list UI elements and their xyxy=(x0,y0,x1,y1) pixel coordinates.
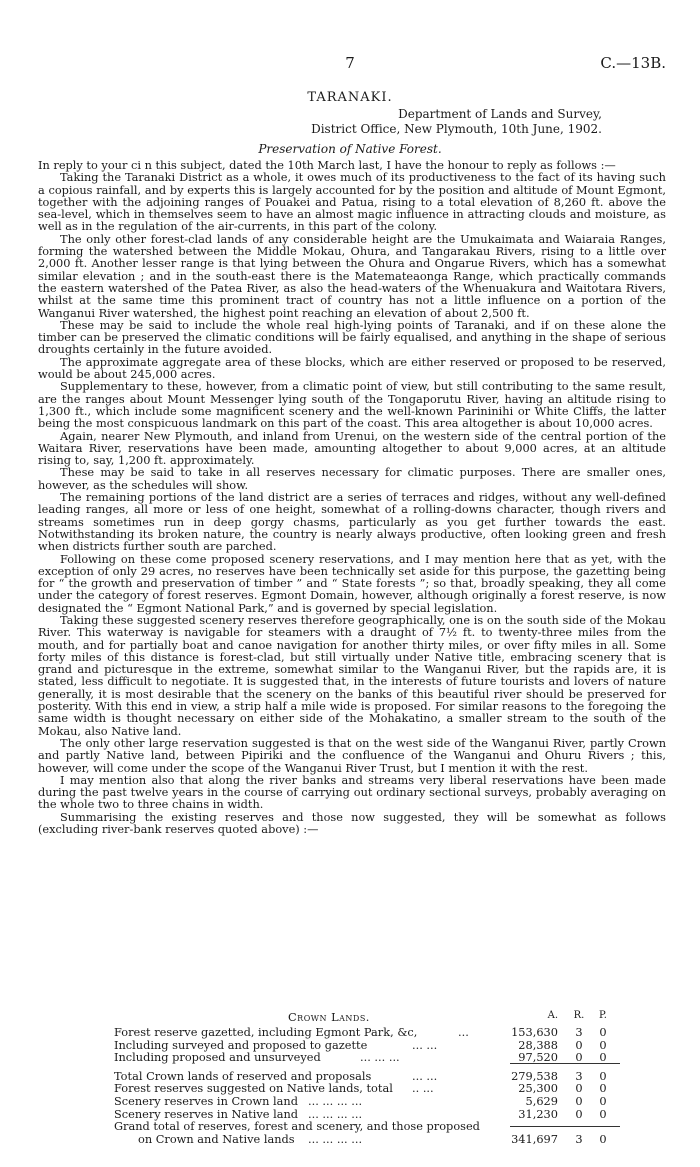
acres-value: 153,630 xyxy=(511,1025,558,1039)
perches-value: 0 xyxy=(599,1106,607,1121)
table-row xyxy=(90,1050,650,1063)
table-header xyxy=(90,1010,650,1025)
table-row xyxy=(90,1094,650,1107)
row-label: Total Crown lands of reserved and proposals xyxy=(114,1068,372,1083)
leader-dots: ... ... ... ... xyxy=(308,1131,363,1146)
acres-value: 31,230 xyxy=(518,1106,558,1121)
paragraph: Following on these come proposed scenery reservations, and I may mention here that as yet, with the exception of only 29 acres, no reserves have been technically set aside for this purpose, the gazetting being for “ the growth and preservation of timber ” and “ State forests ”; so that, broadly speaking, they all come under the category of forest reserves. Egmont Domain, however, although originally a forest reserve, is now designated the “ Egmont National Park,” and is governed by special legislation. xyxy=(38,551,666,615)
paragraph: The remaining portions of the land district are a series of terraces and ridges, without any well-defined leading ranges, all more or less of one height, somewhat of a rolling-downs character, though rivers and streams sometimes run in deep gorgy chasms, particularly as you get further towards the east. Notwithstanding its broken nature, the country is nearly always productive, often looking green and fresh when districts further south are parched. xyxy=(38,490,666,554)
leader-dots: ... ... ... ... xyxy=(308,1106,363,1121)
acres-value: 279,538 xyxy=(511,1068,558,1083)
table-row xyxy=(90,1107,650,1120)
perches-value: 0 xyxy=(599,1025,607,1039)
table-row xyxy=(90,1025,650,1038)
paragraph: The approximate aggregate area of these blocks, which are either reserved or proposed to be reserved, would be about 245,000 acres. xyxy=(38,354,666,382)
paragraph: Again, nearer New Plymouth, and inland from Urenui, on the western side of the central portion of the Waitara River, reservations have been made, amounting altogether to about 9,000 acres, at an altitude rising to, say, 1,200 ft. approximately. xyxy=(38,428,666,468)
grand-total-rule xyxy=(510,1126,620,1127)
perches-value: 0 xyxy=(599,1068,607,1083)
summary-table xyxy=(90,1010,650,1144)
perches-value: 0 xyxy=(599,1050,607,1065)
roods-value: 0 xyxy=(575,1093,583,1108)
roods-value: 3 xyxy=(575,1068,583,1083)
letter-subject: Preservation of Native Forest. xyxy=(258,142,442,156)
grand-total-perches: 0 xyxy=(599,1131,607,1146)
roods-value: 3 xyxy=(575,1025,583,1039)
leader-dots: ... xyxy=(458,1025,469,1039)
paragraph: Supplementary to these, however, from a climatic point of view, but still contributing to the same result, are the ranges about Mount Messenger lying south of the Tongaporutu River, having an altitude rising to 1,300 ft., which include some magnificent scenery and the well-known Parininihi or White Cliffs, the latter being the most conspicuous landmark on this part of the coast. This area altogether is about 10,000 acres. xyxy=(38,379,666,431)
page-number: 7 xyxy=(345,54,355,72)
leader-dots: ... ... ... xyxy=(360,1050,400,1065)
row-label: Scenery reserves in Crown land xyxy=(114,1093,298,1108)
paragraph: These may be said to take in all reserves necessary for climatic purposes. There are smaller ones, however, as the schedules will show. xyxy=(38,465,666,492)
perches-value: 0 xyxy=(599,1081,607,1096)
row-label: Including proposed and unsurveyed xyxy=(114,1050,321,1065)
letter-body xyxy=(38,159,666,835)
paragraph: These may be said to include the whole real high-lying points of Taranaki, and if on these alone the timber can be preserved the climatic conditions will be fairly equalised, and anything in the shape of serious droughts certainly in the future avoided. xyxy=(38,317,666,357)
leader-dots: ... ... xyxy=(412,1037,438,1052)
paragraph: In reply to your ci n this subject, dated the 10th March last, I have the honour to reply as follows :— xyxy=(38,158,616,172)
paragraph: Summarising the existing reserves and those now suggested, they will be somewhat as follows (excluding river-bank reserves quoted above) :— xyxy=(38,809,666,837)
column-header-acres: A. xyxy=(547,1010,558,1021)
paragraph: Taking the Taranaki District as a whole, it owes much of its productiveness to the fact of its having such a copious rainfall, and by experts this is largely accounted for by the position and altitude of Mount Egmont, together with the adjoining ranges of Pouakei and Patua, rising to a total elevation of 8,260 ft. above the sea-level, which in themselves seem to have an almost magic influence in attracting clouds and moisture, as well as in the regulation of the air-currents, in this part of the colony. xyxy=(38,170,666,234)
paragraph: Taking these suggested scenery reserves therefore geographically, one is on the south side of the Mokau River. This waterway is navigable for steamers with a draught of 7½ ft. to twenty-three miles from the mouth, and for partially boat and canoe navigation for another thirty miles, or over fifty miles in all. Some forty miles of this distance is forest-clad, but still virtually under Native title, embracing scenery that is grand and picturesque in the extreme, somewhat similar to the Wanganui River, but the rapids are, it is stated, less difficult to negotiate. It is suggested that, in the interests of future tourists and lovers of nature generally, it is most desirable that the scenery on the banks of this beautiful river should be preserved for posterity. With this end in view, a strip half a mile wide is proposed. For similar reasons to the foregoing the same width is thought necessary on either side of the Mohakatino, a smaller stream to the south of the Mokau, also Native land. xyxy=(38,612,666,738)
subtotal-rule xyxy=(510,1063,620,1064)
column-header-perches: P. xyxy=(599,1010,607,1021)
row-label: Scenery reserves in Native land xyxy=(114,1106,299,1121)
grand-total-label: Grand total of reserves, forest and scenery, and those proposed xyxy=(114,1119,480,1134)
acres-value: 97,520 xyxy=(518,1050,558,1065)
grand-total-roods: 3 xyxy=(575,1131,583,1146)
document-code: C.—13B. xyxy=(600,54,666,72)
table-row xyxy=(90,1038,650,1051)
table-heading: Crown Lands. xyxy=(288,1010,370,1024)
leader-dots: ... ... xyxy=(412,1068,438,1083)
roods-value: 0 xyxy=(575,1081,583,1096)
column-header-roods: R. xyxy=(573,1010,585,1021)
perches-value: 0 xyxy=(599,1093,607,1108)
leader-dots: ... ... ... ... xyxy=(308,1093,363,1108)
table-row xyxy=(90,1069,650,1082)
section-title: TARANAKI. xyxy=(307,90,393,105)
perches-value: 0 xyxy=(599,1037,607,1052)
roods-value: 0 xyxy=(575,1050,583,1065)
table-row xyxy=(90,1119,650,1132)
table-row xyxy=(90,1081,650,1094)
table-row xyxy=(90,1132,650,1145)
row-label: Forest reserves suggested on Native lands, total xyxy=(114,1081,393,1096)
paragraph: I may mention also that along the river banks and streams very liberal reservations have been made during the past twelve years in the course of carrying out ordinary sectional surveys, probably averaging on the whole two to three chains in width. xyxy=(38,772,666,812)
address-line-1: Department of Lands and Survey, xyxy=(398,107,602,121)
acres-value: 5,629 xyxy=(525,1093,558,1108)
address-line-2: District Office, New Plymouth, 10th June, 1902. xyxy=(311,122,602,136)
grand-total-acres: 341,697 xyxy=(511,1131,558,1146)
roods-value: 0 xyxy=(575,1106,583,1121)
acres-value: 25,300 xyxy=(518,1081,558,1096)
paragraph: The only other large reservation suggested is that on the west side of the Wanganui River, partly Crown and partly Native land, between Pipiriki and the confluence of the Wanganui and Ohuru Rivers ; this, however, will come under the scope of the Wanganui River Trust, but I mention it with the rest. xyxy=(38,735,666,775)
grand-total-label-continued: on Crown and Native lands xyxy=(138,1131,295,1146)
roods-value: 0 xyxy=(575,1037,583,1052)
row-label: Including surveyed and proposed to gazette xyxy=(114,1037,368,1052)
acres-value: 28,388 xyxy=(518,1037,558,1052)
paragraph: The only other forest-clad lands of any considerable height are the Umukaimata and Waiaraia Ranges, forming the watershed between the Middle Mokau, Ohura, and Tangarakau Rivers, rising to a little over 2,000 ft. Another lesser range is that lying between the Ohura and Ongarue Rivers, which has a somewhat similar elevation ; and in the south-east there is the Matemateaonga Range, which practically commands the eastern watershed of the Patea River, as also the head-waters of the Whenuakura and Waitotara Rivers, whilst at the same time this prominent tract of country has not a little influence on a portion of the Wanganui River watershed, the highest point reaching an elevation of about 2,500 ft. xyxy=(38,231,666,320)
leader-dots: .. ... xyxy=(412,1081,434,1096)
row-label: Forest reserve gazetted, including Egmont Park, &c, xyxy=(114,1025,418,1039)
